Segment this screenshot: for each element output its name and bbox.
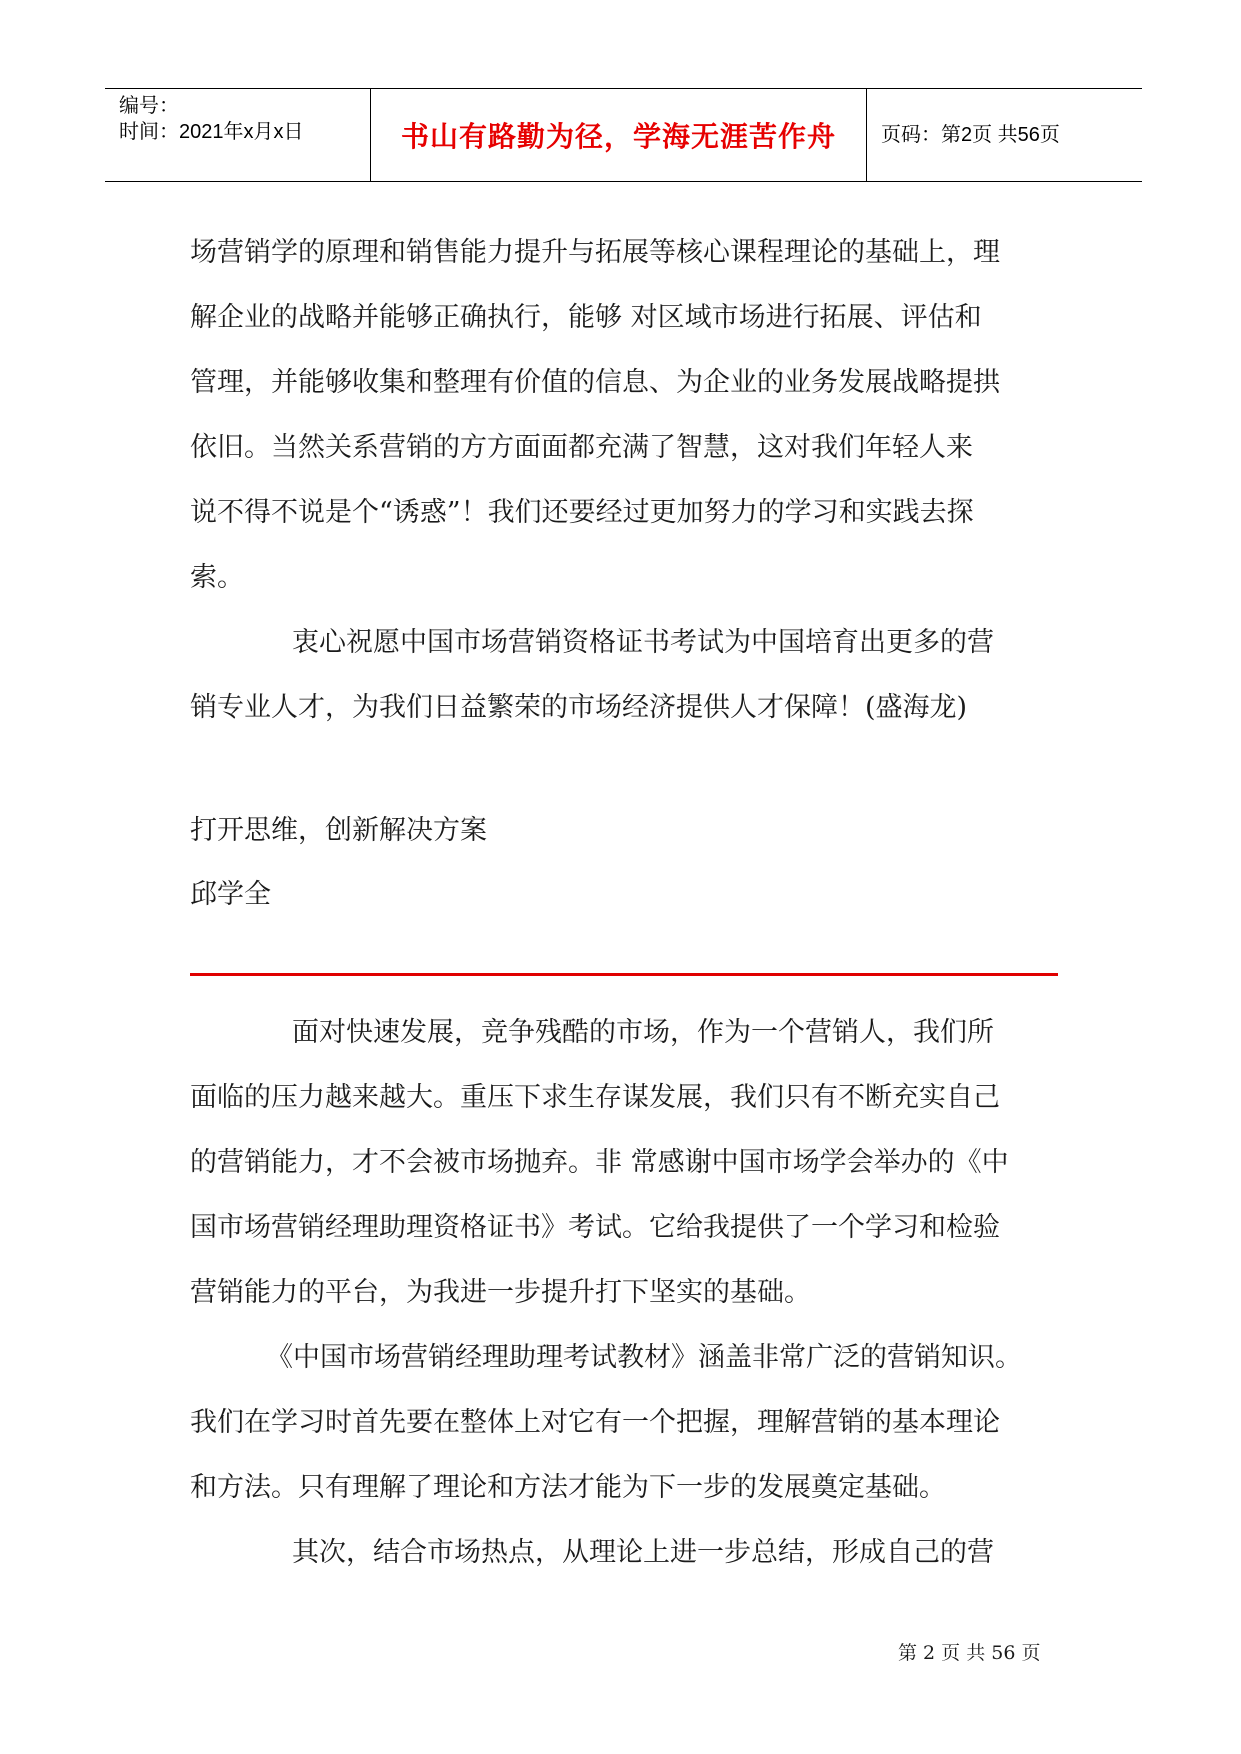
author-name: 邱学全 bbox=[190, 879, 271, 910]
page-code: 页码：第2页 共56页 bbox=[881, 124, 1060, 146]
para1-line-5: 说不得不说是个“诱惑”！我们还要经过更加努力的学习和实践去探 bbox=[190, 497, 974, 528]
para1-line-3: 管理，并能够收集和整理有价值的信息、为企业的业务发展战略提拱 bbox=[190, 367, 1000, 398]
para2-line-2: 销专业人才，为我们日益繁荣的市场经济提供人才保障！(盛海龙) bbox=[190, 692, 968, 723]
number-label: 编号： bbox=[119, 95, 179, 117]
motto-text: 书山有路勤为径，学海无涯苦作舟 bbox=[400, 120, 836, 153]
para3-line-5: 营销能力的平台，为我进一步提升打下坚实的基础。 bbox=[190, 1277, 811, 1308]
para4-line-2: 我们在学习时首先要在整体上对它有一个把握，理解营销的基本理论 bbox=[190, 1407, 1000, 1438]
para4-line-3: 和方法。只有理解了理论和方法才能为下一步的发展奠定基础。 bbox=[190, 1472, 946, 1503]
para3-line-1: 面对快速发展，竞争残酷的市场，作为一个营销人，我们所 bbox=[292, 1017, 994, 1048]
para1-line-6: 索。 bbox=[190, 562, 244, 593]
para3-line-4: 国市场营销经理助理资格证书》考试。它给我提供了一个学习和检验 bbox=[190, 1212, 1000, 1243]
header-motto-cell bbox=[370, 89, 867, 181]
time-label: 时间：2021年x月x日 bbox=[119, 121, 304, 143]
page-footer: 第 2 页 共 56 页 bbox=[898, 1642, 1041, 1664]
para3-line-2: 面临的压力越来越大。重压下求生存谋发展，我们只有不断充实自己 bbox=[190, 1082, 1000, 1113]
para2-line-1: 衷心祝愿中国市场营销资格证书考试为中国培育出更多的营 bbox=[292, 627, 994, 658]
para1-line-1: 场营销学的原理和销售能力提升与拓展等核心课程理论的基础上，理 bbox=[190, 237, 1000, 268]
para1-line-4: 依旧。当然关系营销的方方面面都充满了智慧，这对我们年轻人来 bbox=[190, 432, 973, 463]
para3-line-3: 的营销能力，才不会被市场抛弃。非 常感谢中国市场学会举办的《中 bbox=[190, 1147, 1009, 1178]
header-page-cell bbox=[867, 89, 1142, 181]
article-title: 打开思维，创新解决方案 bbox=[190, 815, 487, 846]
header-left-cell bbox=[105, 89, 370, 181]
para1-line-2: 解企业的战略并能够正确执行，能够 对区域市场进行拓展、评估和 bbox=[190, 302, 982, 333]
red-divider bbox=[190, 973, 1058, 976]
para4-line-1: 《中国市场营销经理助理考试教材》涵盖非常广泛的营销知识。 bbox=[266, 1342, 1022, 1373]
para5-line-1: 其次，结合市场热点，从理论上进一步总结，形成自己的营 bbox=[292, 1537, 994, 1568]
page-header bbox=[105, 88, 1142, 182]
